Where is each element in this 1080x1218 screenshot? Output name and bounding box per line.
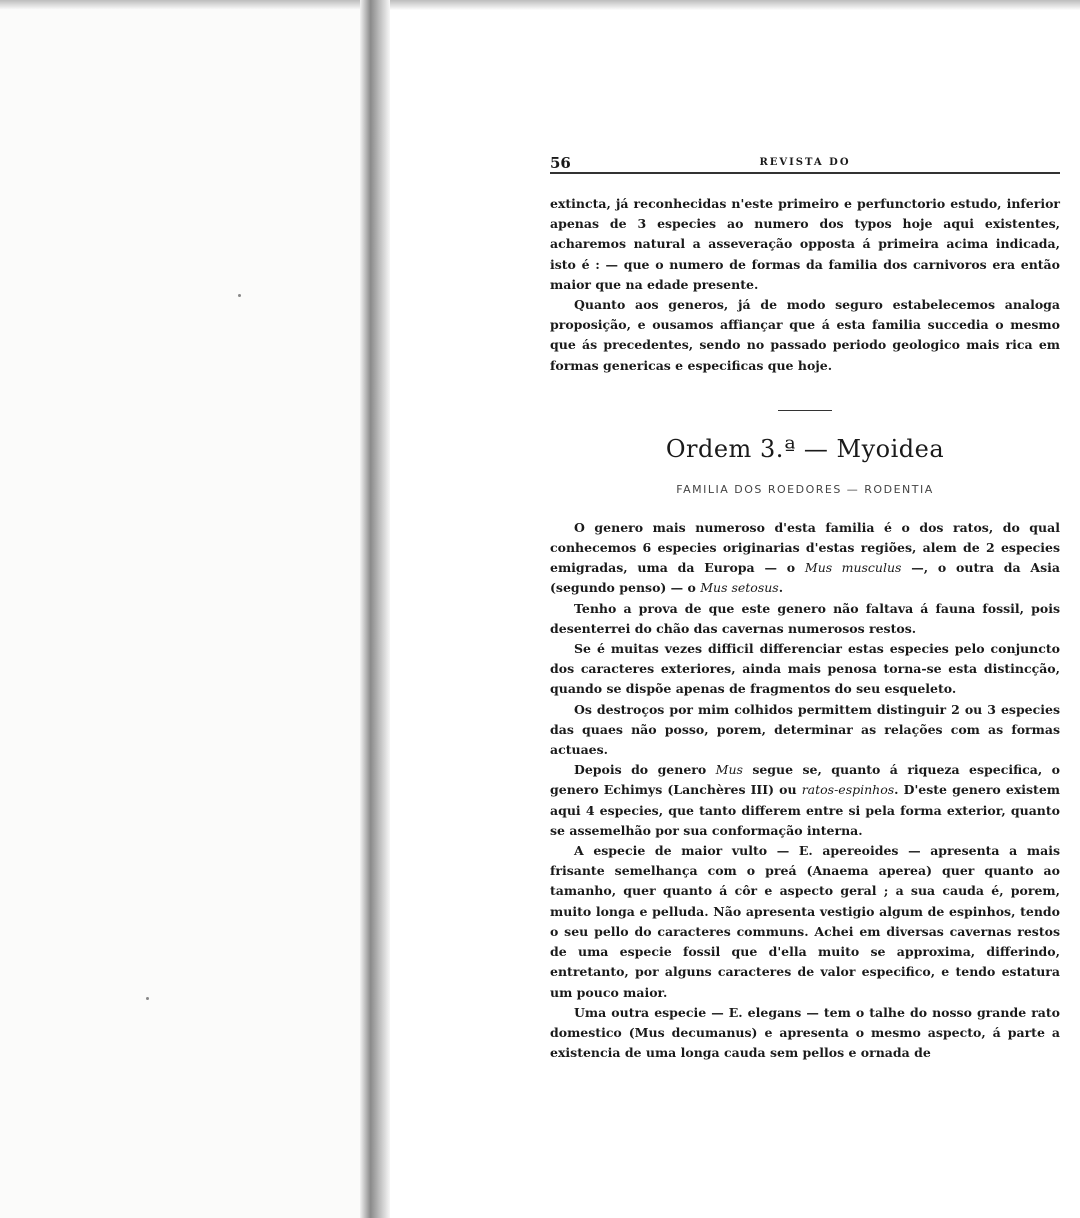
text-run: . D'este genero existem aqui 4 especies, que tanto differem entre si pela forma exterior, quanto se assemelhão por sua conformação interna. xyxy=(550,782,1061,838)
book-gutter xyxy=(360,0,390,1218)
section-heading: Ordem 3.ª — Myoidea xyxy=(665,434,945,463)
paragraph: extincta, já reconhecidas n'este primeiro e perfunctorio estudo, inferior apenas de 3 especies ao numero dos typos hoje aqui existentes, acharemos natural a asseveração opposta á primeira acima indicada, isto é : — que o numero de formas da familia dos carnivoros era então maior que na edade presente. xyxy=(550,196,1060,292)
section-subheading: FAMILIA DOS ROEDORES — RODENTIA xyxy=(676,482,934,496)
page-number: 56 xyxy=(550,154,571,172)
paragraph: Quanto aos generos, já de modo seguro estabelecemos analoga proposição, e ousamos affiançar que á esta familia succedia o mesmo que ás precedentes, sendo no passado periodo geologico mais rica em formas genericas e especificas que hoje. xyxy=(550,297,1060,373)
running-title: REVISTA DO xyxy=(759,157,851,168)
scan-speck xyxy=(146,997,149,1000)
text-run: segue se, quanto á riqueza especifica, o genero Echimys (Lanchères III) ou xyxy=(550,762,1060,798)
section-divider xyxy=(778,410,832,411)
blank-facing-page xyxy=(0,0,372,1218)
text-run: Depois do genero xyxy=(574,762,716,778)
page-top-edge xyxy=(0,0,1080,10)
paragraph: Os destroços por mim colhidos permittem distinguir 2 ou 3 especies das quaes não posso, porem, determinar as relações com as formas actuaes. xyxy=(550,701,1060,758)
paragraph: Uma outra especie — E. elegans — tem o talhe do nosso grande rato domestico (Mus decumanus) e apresenta o mesmo aspecto, á parte a existencia de uma longa cauda sem pellos e ornada de xyxy=(550,1004,1060,1061)
paragraph xyxy=(550,760,1060,841)
running-head xyxy=(550,150,1060,174)
species-name: Mus setosus xyxy=(700,580,779,596)
printed-page xyxy=(550,150,1060,1063)
scan-speck xyxy=(238,294,241,297)
species-name: Mus musculus xyxy=(804,560,902,576)
genus-name: Mus xyxy=(715,762,743,778)
paragraph: Se é muitas vezes difficil differenciar estas especies pelo conjuncto dos caracteres exteriores, ainda mais penosa torna-se esta distincção, quando se dispõe apenas de fragmentos do seu esqueleto. xyxy=(550,641,1060,697)
paragraph: Tenho a prova de que este genero não faltava á fauna fossil, pois desenterrei do chão das cavernas numerosos restos. xyxy=(550,600,1060,636)
text-run: O genero mais numeroso d'esta familia é o dos ratos, do qual conhecemos 6 especies originarias d'estas regiões, alem de 2 especies emigradas, uma da Europa — o xyxy=(550,519,1060,576)
top-text-block xyxy=(550,194,1060,376)
paragraph xyxy=(550,518,1060,599)
text-run: . xyxy=(778,580,784,596)
paragraph: A especie de maior vulto — E. apereoides — apresenta a mais frisante semelhança com o preá (Anaema aperea) quer quanto ao tamanho, quer quanto á côr e aspecto geral ; a sua cauda é, porem, muito longa e pelluda. Não apresenta vestigio algum de espinhos, tendo o seu pello do caracteres communs. Achei em diversas cavernas restos de uma especie fossil que d'ella muito se approxima, differindo, entretanto, por alguns caracteres de valor especifico, e tendo estatura um pouco maior. xyxy=(550,843,1060,1000)
common-name: ratos-espinhos xyxy=(801,782,895,798)
main-text-block xyxy=(550,518,1060,1063)
text-run: —, o outra da Asia (segundo penso) — o xyxy=(550,560,1060,596)
